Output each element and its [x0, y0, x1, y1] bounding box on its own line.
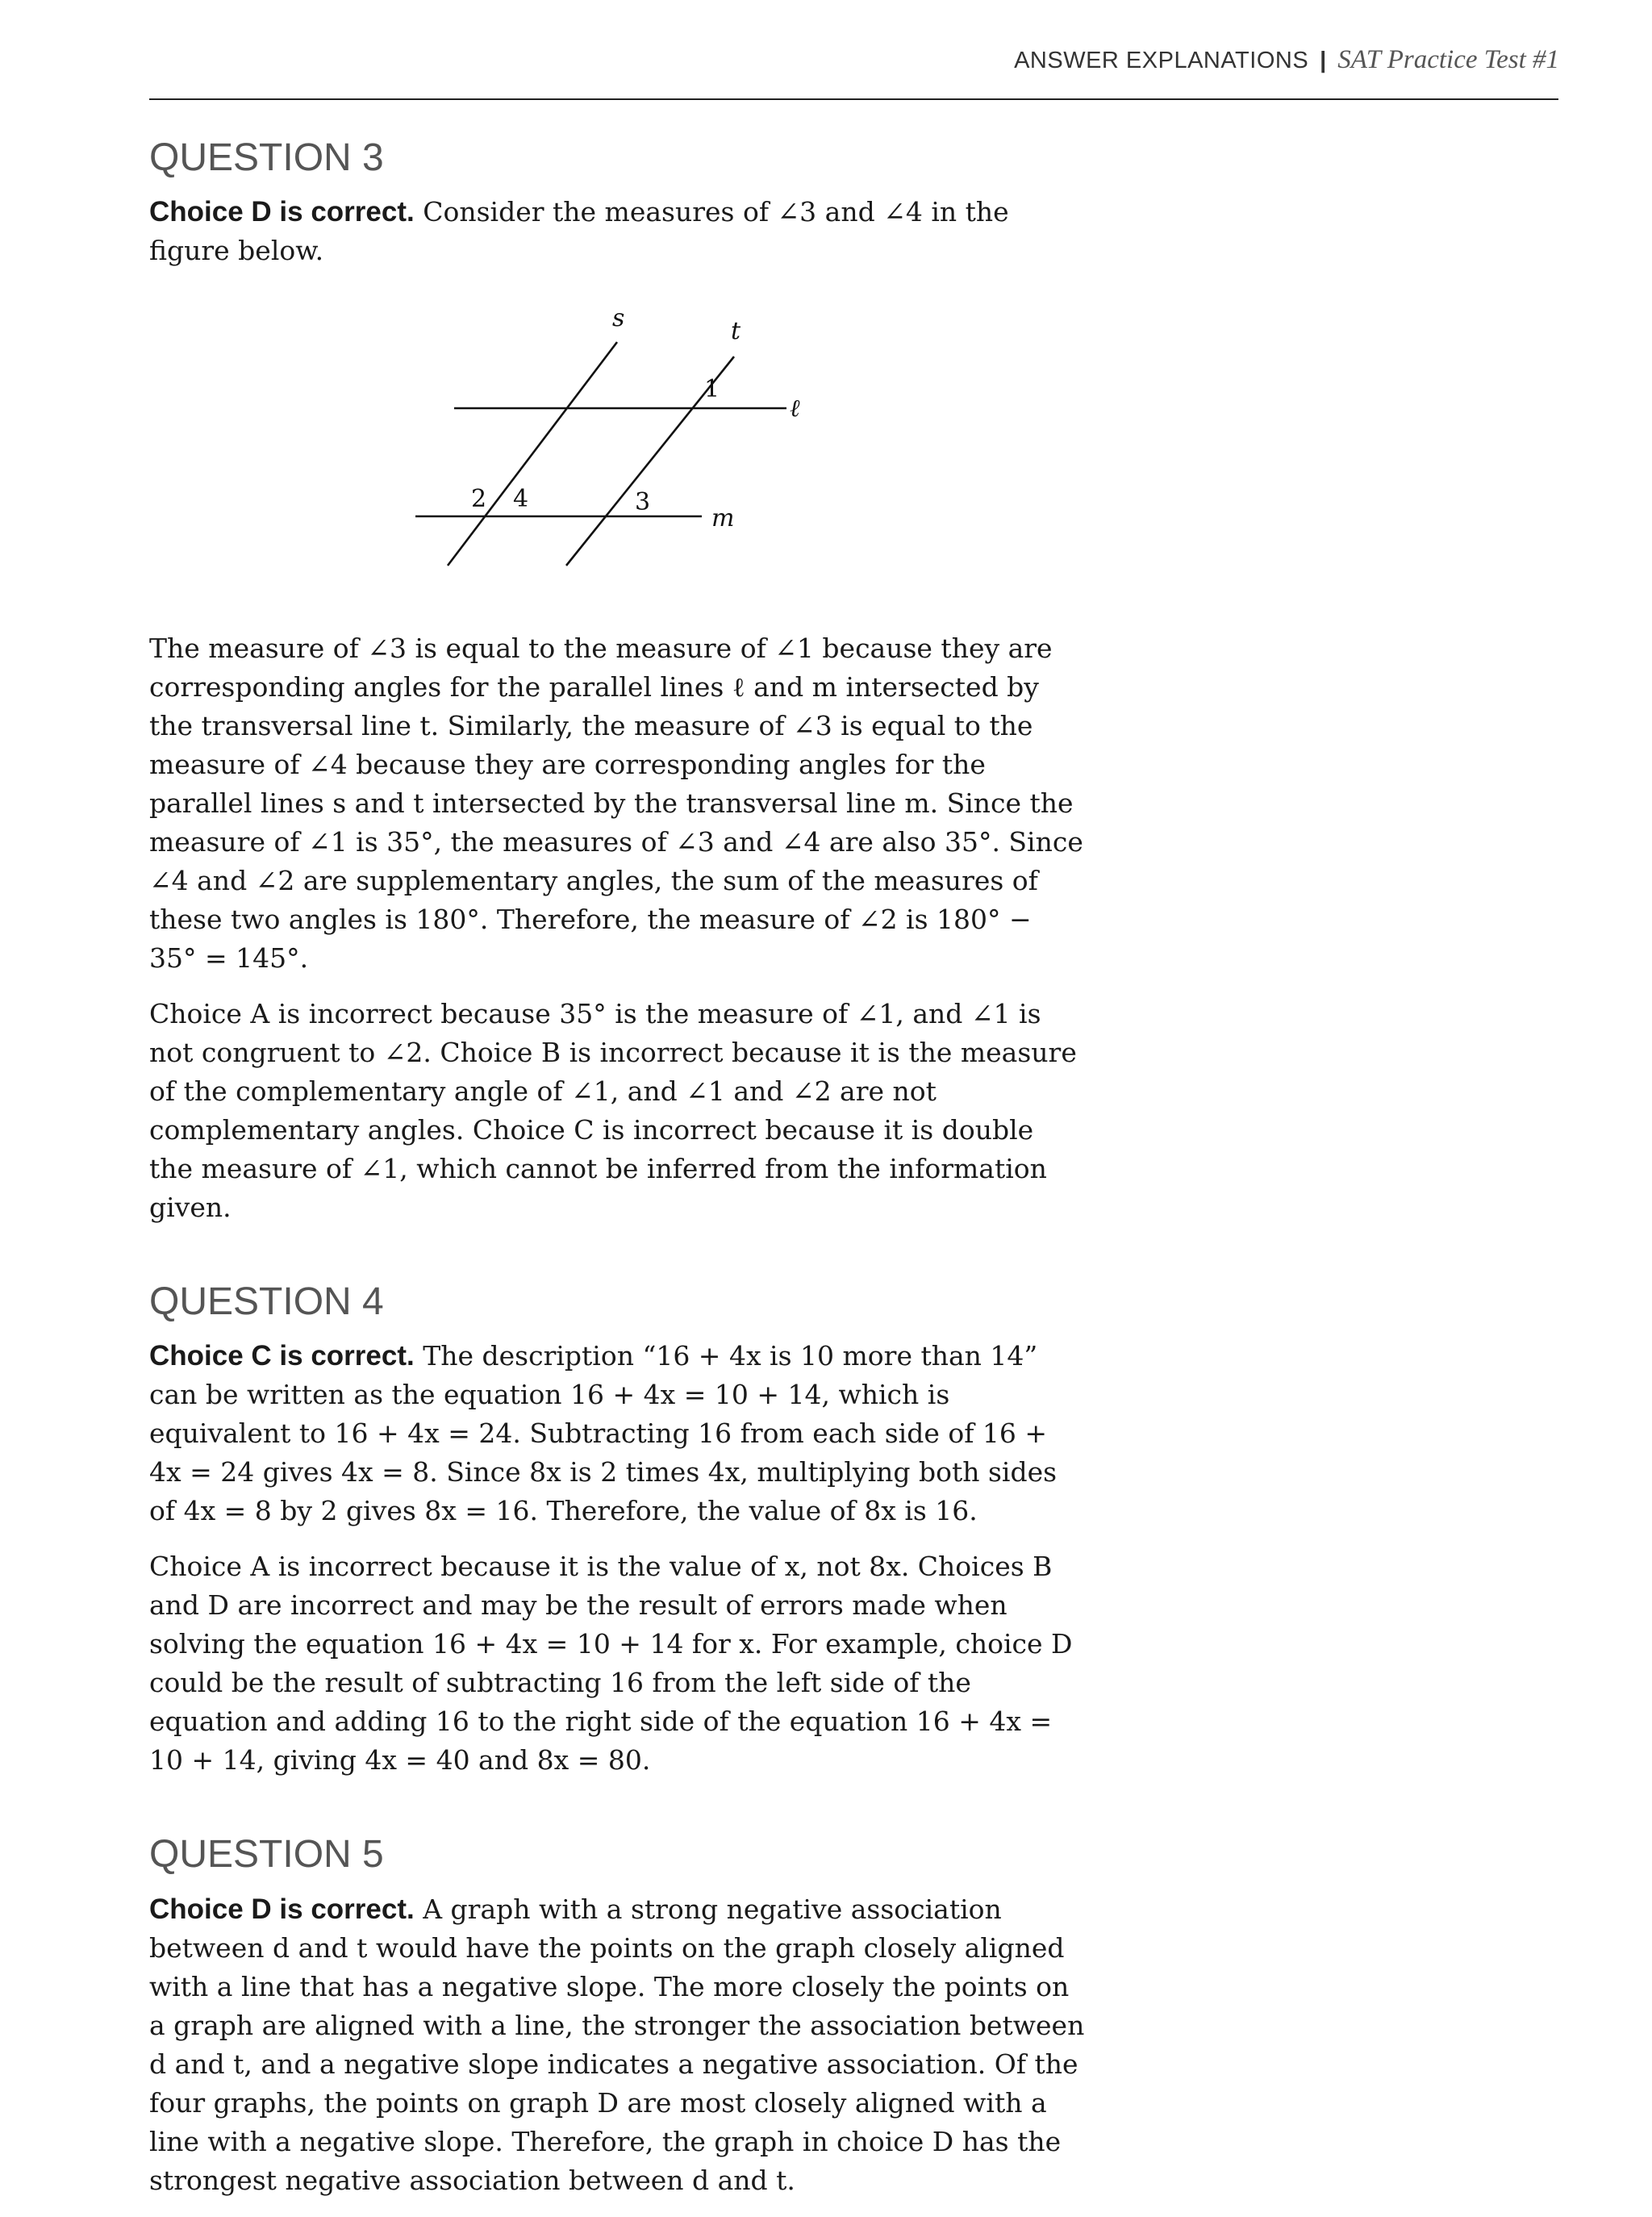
question-4-heading: QUESTION 4 [149, 1280, 384, 1324]
parallel-lines-diagram [149, 287, 800, 610]
question-5-explanation-text: A graph with a strong negative association between d and t would have the points on the graph closely aligned with a line that has a negative slope. The more closely the points on a graph are aligned with a line, the stronger the association between d and t, and a negative slope indicates a negative association. Of the four graphs, the points on graph D are most closely aligned with a line with a negative slope. Therefore, the graph in choice D has the strongest negative association between d and t. [149, 1893, 1085, 2196]
label-angle-3: 3 [635, 488, 651, 517]
question-3-explanation: The measure of ∠3 is equal to the measure of ∠1 because they are corresponding angles for the parallel lines ℓ and m intersected by the transversal line t. Similarly, the measure of ∠3 is equal to the measure of ∠4 because they are corresponding angles for the parallel lines s and t intersected by the transversal line m. Since the measure of ∠1 is 35°, the measures of ∠3 and ∠4 are also 35°. Since ∠4 and ∠2 are supplementary angles, the sum of the measures of these two angles is 180°. Therefore, the measure of ∠2 is 180° − 35° = 145°. [149, 633, 1083, 975]
label-angle-4: 4 [513, 485, 529, 514]
answer-explanations-content [149, 136, 1085, 2217]
question-4-explanation-text: The description “16 + 4x is 10 more than 14” can be written as the equation 16 + 4x = 10 + 14, which is equivalent to 16 + 4x = 24. Subtracting 16 from each side of 16 + 4x = 24 gives 4x = 8. Since 8x is 2 times 4x, multiplying both sides of 4x = 8 by 2 gives 8x = 16. Therefore, the value of 8x is 16. [149, 1340, 1058, 1527]
question-5-explanation [149, 1890, 1085, 2200]
question-5-answer-lead: Choice D is correct. [149, 1893, 415, 1925]
header-separator: | [1320, 48, 1327, 73]
question-4-answer-lead: Choice C is correct. [149, 1340, 415, 1372]
line-s [448, 342, 617, 566]
question-3-incorrect-choices: Choice A is incorrect because 35° is the measure of ∠1, and ∠1 is not congruent to ∠2. Choice B is incorrect because it is the measure of the complementary angle of ∠1, and ∠1 and ∠2 are not complementary angles. Choice C is incorrect because it is double the measure of ∠1, which cannot be inferred from the information given. [149, 998, 1077, 1224]
parallel-lines-figure [149, 287, 1085, 610]
header-section-title: ANSWER EXPLANATIONS [1014, 48, 1309, 73]
question-3-intro [149, 193, 1085, 270]
label-angle-2: 2 [471, 485, 487, 514]
question-3-answer-lead: Choice D is correct. [149, 196, 415, 228]
page-header [1014, 45, 1559, 77]
label-line-l: ℓ [790, 395, 800, 424]
question-4-explanation [149, 1337, 1085, 1530]
label-line-s: s [612, 304, 625, 333]
label-line-t: t [731, 317, 741, 346]
question-4-section [149, 1280, 1085, 1780]
label-line-m: m [711, 504, 735, 533]
question-3-intro-text: Consider the measures of ∠3 and ∠4 in the figure below. [149, 196, 1009, 267]
question-5-heading: QUESTION 5 [149, 1833, 384, 1877]
question-4-incorrect-choices: Choice A is incorrect because it is the value of x, not 8x. Choices B and D are incorrect and may be the result of errors made when solving the equation 16 + 4x = 10 + 14 for x. For example, choice D could be the result of subtracting 16 from the left side of the equation and adding 16 to the right side of the equation 16 + 4x = 10 + 14, giving 4x = 40 and 8x = 80. [149, 1551, 1073, 1777]
header-divider [149, 98, 1558, 100]
header-test-name: SAT Practice Test #1 [1337, 45, 1559, 74]
question-3-section [149, 136, 1085, 1227]
question-5-section [149, 1832, 1085, 2199]
question-3-heading: QUESTION 3 [149, 136, 384, 179]
label-angle-1: 1 [704, 375, 720, 404]
